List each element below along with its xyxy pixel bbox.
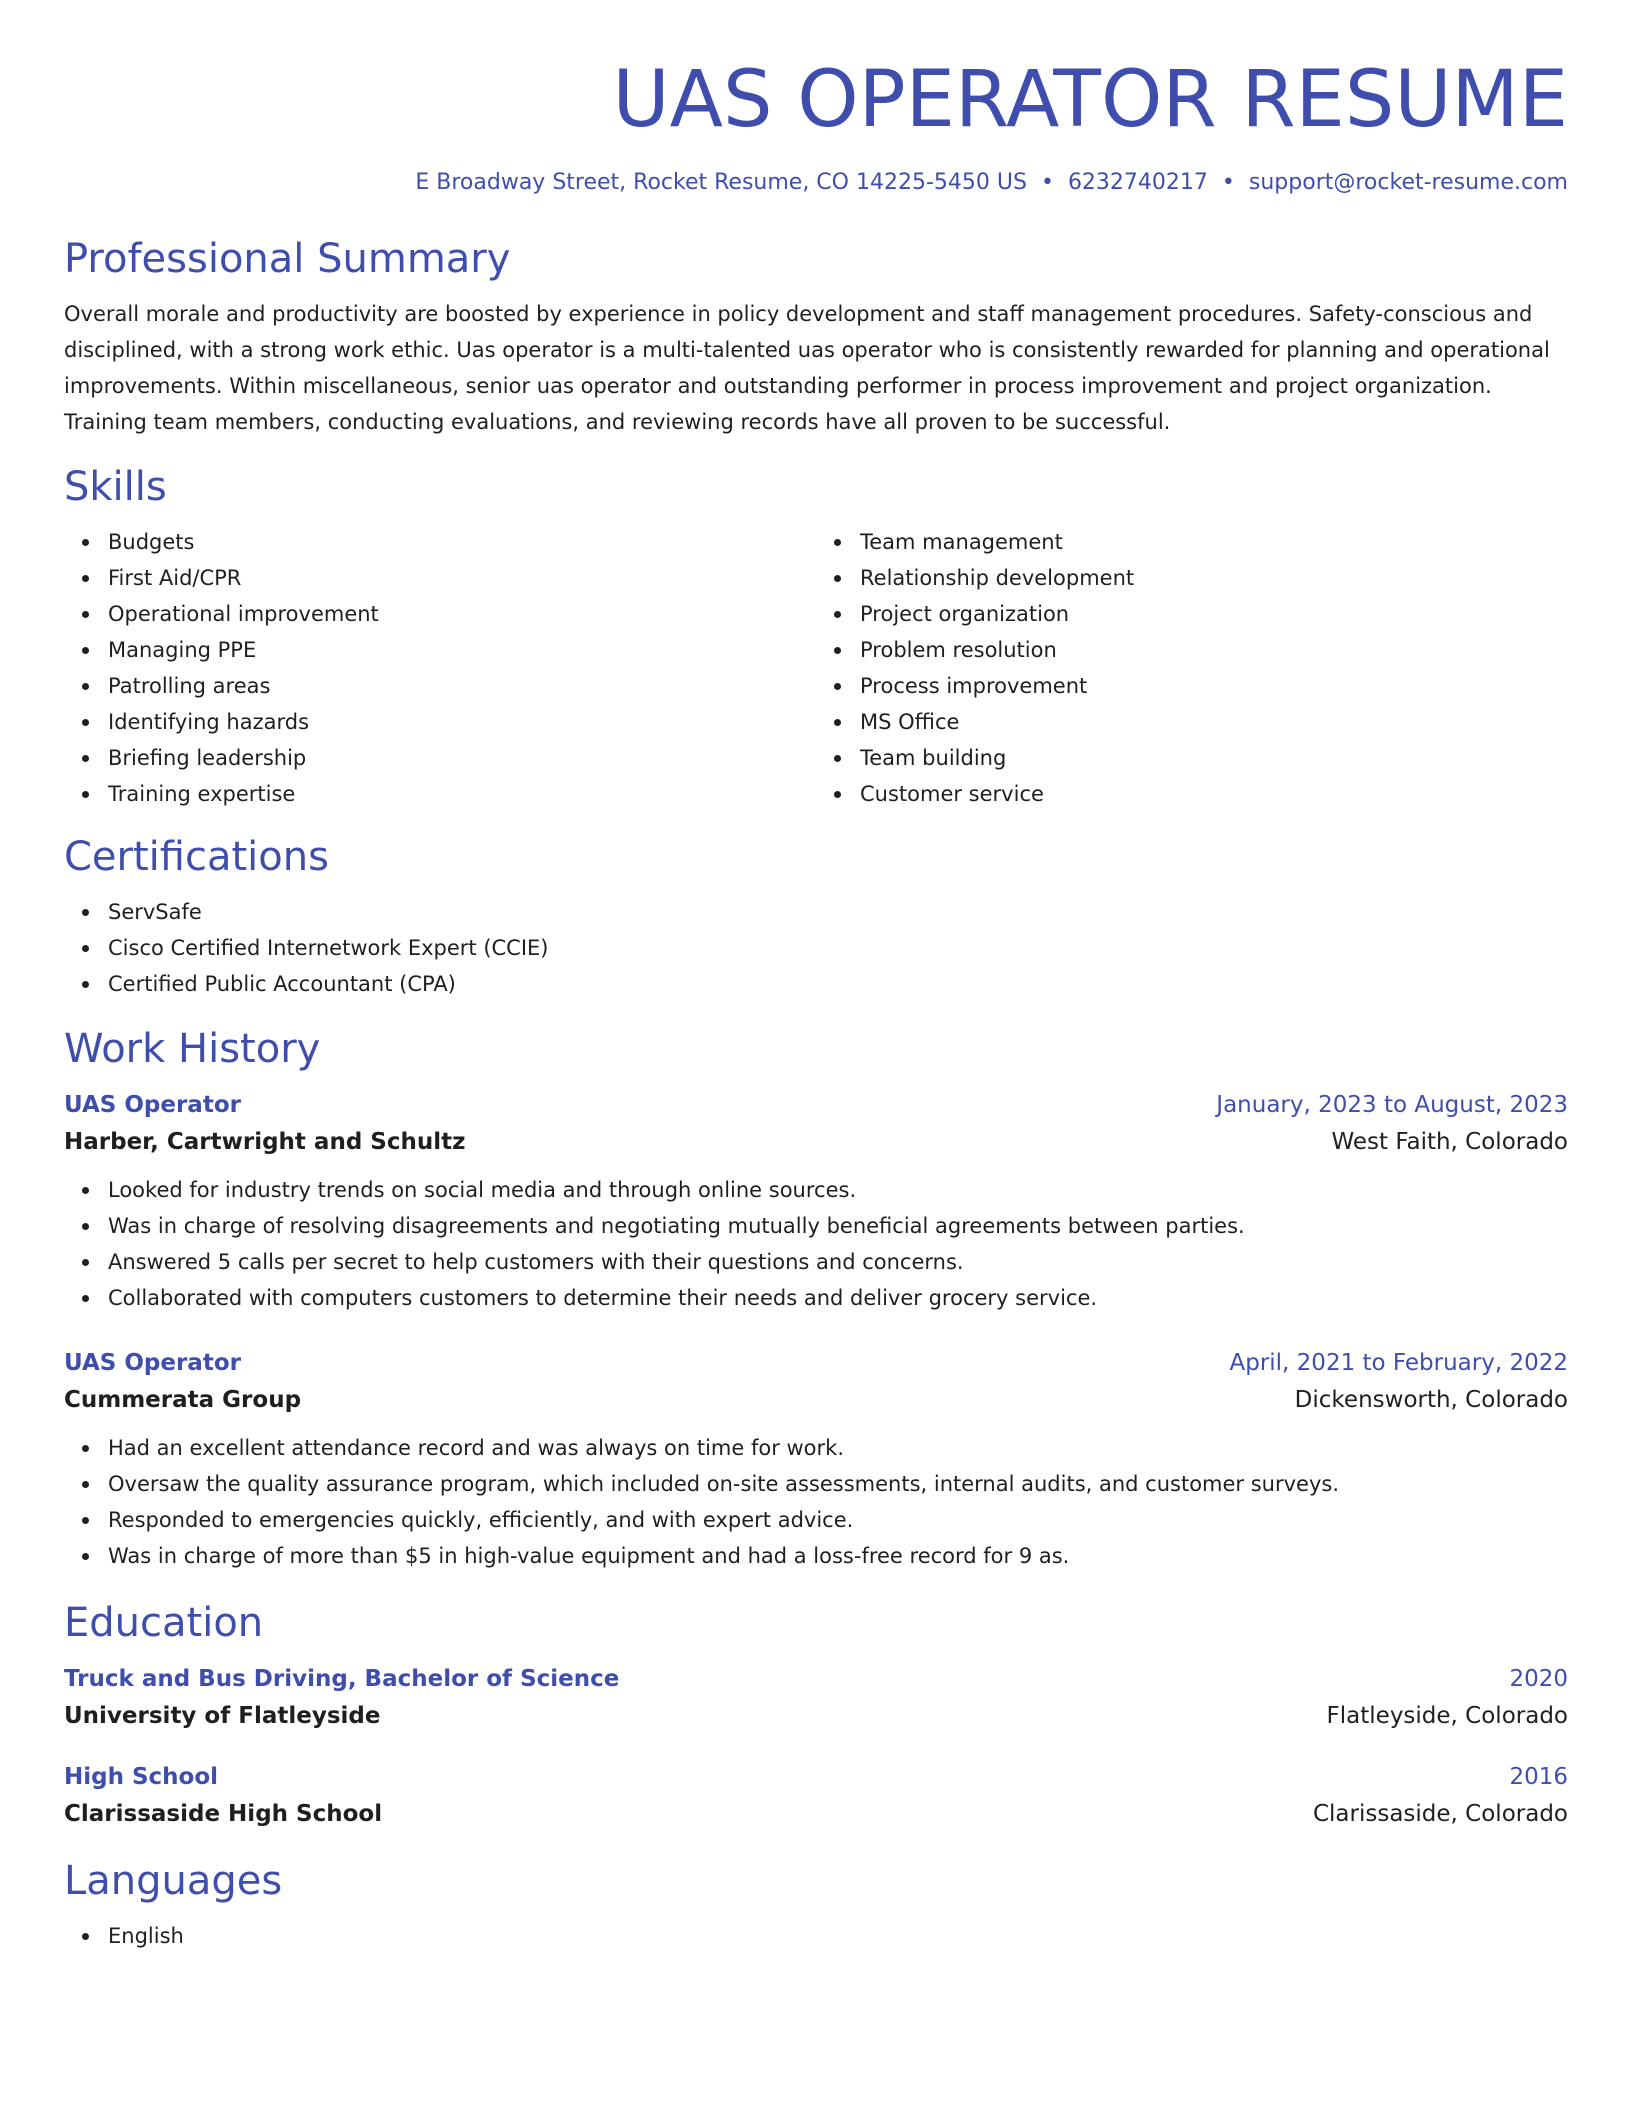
skill-item: Team building [860, 740, 1568, 776]
languages-heading: Languages [64, 1858, 283, 1904]
contact-separator: • [1221, 170, 1235, 195]
education-school-row [64, 1794, 1568, 1834]
job-bullet: Was in charge of resolving disagreements and negotiating mutually beneficial agreements between parties. [108, 1208, 1568, 1244]
job-header-row [64, 1346, 1568, 1380]
skill-item: Budgets [108, 524, 816, 560]
skill-item: Team management [860, 524, 1568, 560]
skill-item: Relationship development [860, 560, 1568, 596]
job-company: Cummerata Group [64, 1387, 302, 1413]
job-dates: April, 2021 to February, 2022 [1229, 1350, 1568, 1376]
job-company-row [64, 1122, 1568, 1162]
education-school: Clarissaside High School [64, 1801, 383, 1827]
job-bullet: Was in charge of more than $5 in high-value equipment and had a loss-free record for 9 as. [108, 1538, 1568, 1574]
skills-list-right [816, 524, 1568, 812]
education-location: Clarissaside, Colorado [1312, 1801, 1568, 1827]
job-company: Harber, Cartwright and Schultz [64, 1129, 466, 1155]
skill-item: Briefing leadership [108, 740, 816, 776]
skill-item: Customer service [860, 776, 1568, 812]
skill-item: MS Office [860, 704, 1568, 740]
contact-phone: 6232740217 [1067, 170, 1208, 195]
job-company-row [64, 1380, 1568, 1420]
job-entry [64, 1346, 1568, 1574]
education-section [64, 1598, 1568, 1834]
contact-address: E Broadway Street, Rocket Resume, CO 14225-5450 US [415, 170, 1027, 195]
education-location: Flatleyside, Colorado [1326, 1703, 1568, 1729]
skill-item: Project organization [860, 596, 1568, 632]
skills-grid [64, 524, 1568, 812]
certification-item: Cisco Certified Internetwork Expert (CCIE) [108, 930, 1568, 966]
work-history-section [64, 1024, 1568, 1574]
work-history-heading: Work History [64, 1026, 321, 1072]
education-degree: Truck and Bus Driving, Bachelor of Science [64, 1666, 620, 1692]
languages-list [64, 1918, 1568, 1954]
education-header-row [64, 1760, 1568, 1794]
job-entry [64, 1088, 1568, 1316]
skills-section [64, 462, 1568, 812]
skill-item: Operational improvement [108, 596, 816, 632]
education-year: 2020 [1509, 1666, 1568, 1692]
languages-section [64, 1856, 1568, 1954]
job-dates: January, 2023 to August, 2023 [1216, 1092, 1568, 1118]
job-bullet: Oversaw the quality assurance program, which included on-site assessments, internal audits, and customer surveys. [108, 1466, 1568, 1502]
education-entry [64, 1760, 1568, 1834]
job-location: Dickensworth, Colorado [1294, 1387, 1568, 1413]
education-header-row [64, 1662, 1568, 1696]
education-heading: Education [64, 1600, 264, 1646]
resume-title: UAS OPERATOR RESUME [612, 55, 1568, 145]
summary-text: Overall morale and productivity are boosted by experience in policy development and staff management procedures. Safety-conscious and disciplined, with a strong work ethic. Uas operator is a multi-talented uas operator who is consistently rewarded for planning and operational improvements. Within miscellaneous, senior uas operator and outstanding performer in process improvement and project organization. Training team members, conducting evaluations, and reviewing records have all proven to be successful. [64, 302, 1550, 434]
summary-section [64, 234, 1568, 440]
certification-item: ServSafe [108, 894, 1568, 930]
skill-item: Managing PPE [108, 632, 816, 668]
education-degree: High School [64, 1764, 219, 1790]
job-location: West Faith, Colorado [1331, 1129, 1568, 1155]
education-school: University of Flatleyside [64, 1703, 381, 1729]
skill-item: Identifying hazards [108, 704, 816, 740]
job-title: UAS Operator [64, 1092, 241, 1118]
job-bullet: Responded to emergencies quickly, efficiently, and with expert advice. [108, 1502, 1568, 1538]
skill-item: First Aid/CPR [108, 560, 816, 596]
job-bullet: Looked for industry trends on social media and through online sources. [108, 1172, 1568, 1208]
contact-separator: • [1040, 170, 1054, 195]
skill-item: Training expertise [108, 776, 816, 812]
skill-item: Problem resolution [860, 632, 1568, 668]
job-bullets [64, 1172, 1568, 1316]
education-year: 2016 [1509, 1764, 1568, 1790]
certifications-heading: Certifications [64, 834, 329, 880]
education-entry [64, 1662, 1568, 1736]
job-bullet: Answered 5 calls per secret to help customers with their questions and concerns. [108, 1244, 1568, 1280]
job-bullet: Had an excellent attendance record and was always on time for work. [108, 1430, 1568, 1466]
contact-line [64, 168, 1568, 198]
education-school-row [64, 1696, 1568, 1736]
skill-item: Patrolling areas [108, 668, 816, 704]
language-item: English [108, 1918, 1568, 1954]
skills-heading: Skills [64, 464, 167, 510]
certifications-list [64, 894, 1568, 1002]
skills-list-left [64, 524, 816, 812]
certifications-section [64, 832, 1568, 1002]
job-header-row [64, 1088, 1568, 1122]
certification-item: Certified Public Accountant (CPA) [108, 966, 1568, 1002]
contact-email: support@rocket-resume.com [1248, 170, 1568, 195]
summary-heading: Professional Summary [64, 236, 511, 282]
job-bullet: Collaborated with computers customers to determine their needs and deliver grocery service. [108, 1280, 1568, 1316]
job-bullets [64, 1430, 1568, 1574]
skill-item: Process improvement [860, 668, 1568, 704]
job-title: UAS Operator [64, 1350, 241, 1376]
